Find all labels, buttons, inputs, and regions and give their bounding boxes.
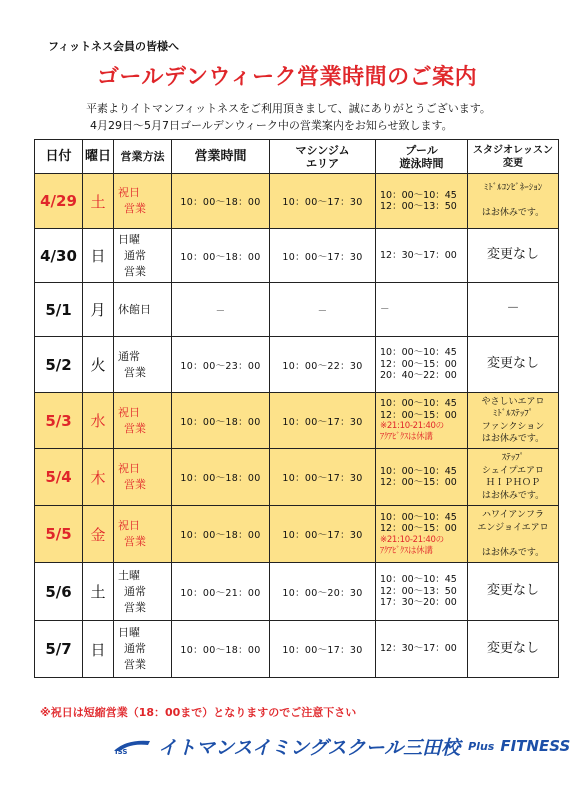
dow-cell: 火 — [83, 337, 114, 393]
studio-cell: 変更なし — [468, 563, 559, 621]
hours-cell: 10：00～18：00 — [172, 174, 270, 229]
date-cell: 5/6 — [35, 563, 83, 621]
logo-fitness-text: FITNESS — [500, 737, 571, 755]
dow-cell: 日 — [83, 621, 114, 678]
date-cell: 5/5 — [35, 506, 83, 563]
pool-cell: － — [376, 283, 468, 337]
date-cell: 4/30 — [35, 229, 83, 283]
date-cell: 5/4 — [35, 449, 83, 506]
hours-cell: 10：00～23：00 — [172, 337, 270, 393]
dow-cell: 月 — [83, 283, 114, 337]
type-cell: 祝日 営業 — [114, 449, 172, 506]
machine-cell: 10：00～17：30 — [270, 229, 376, 283]
pool-cell: 12：30～17：00 — [376, 621, 468, 678]
machine-cell: 10：00～17：30 — [270, 506, 376, 563]
studio-cell: ハワイアンフラ エンジョイエアロ はお休みです。 — [468, 506, 559, 563]
hours-cell: 10：00～18：00 — [172, 506, 270, 563]
dow-cell: 日 — [83, 229, 114, 283]
machine-cell: 10：00～17：30 — [270, 449, 376, 506]
schedule-row — [35, 393, 559, 449]
svg-text:ISS: ISS — [115, 748, 128, 755]
header-dow: 曜日 — [83, 140, 114, 174]
date-cell: 5/1 — [35, 283, 83, 337]
hours-cell: 10：00～21：00 — [172, 563, 270, 621]
dow-cell: 金 — [83, 506, 114, 563]
header-type: 営業方法 — [114, 140, 172, 174]
machine-cell: 10：00～17：30 — [270, 621, 376, 678]
pool-cell: 12：30～17：00 — [376, 229, 468, 283]
schedule-table — [34, 139, 559, 678]
pool-cell: 10：00～10：45 12：00～13：50 17：30～20：00 — [376, 563, 468, 621]
iss-logo-icon — [112, 737, 152, 755]
page-title: ゴールデンウィーク営業時間のご案内 — [96, 65, 478, 90]
header-machine: マシンジム エリア — [270, 140, 376, 174]
pool-cell: 10：00～10：45 12：00～15：00 — [376, 449, 468, 506]
schedule-row — [35, 174, 559, 229]
intro-line: 平素よりイトマンフィットネスをご利用頂きまして、誠にありがとうございます。 — [86, 102, 491, 115]
hours-cell: 10：00～18：00 — [172, 621, 270, 678]
schedule-row — [35, 449, 559, 506]
studio-cell: 変更なし — [468, 337, 559, 393]
intro-line: 4月29日～5月7日ゴールデンウィーク中の営業案内をお知らせ致します。 — [90, 119, 453, 132]
school-logo — [112, 734, 570, 758]
pool-cell: 10：00～10：45 12：00～15：00 ※21:10-21:40の ｱｸｱﾋﾞｸｽは休講 — [376, 506, 468, 563]
footnote: ※祝日は短縮営業（18：00まで）となりますのでご注意下さい — [40, 706, 357, 719]
type-cell: 土曜 通常 営業 — [114, 563, 172, 621]
type-cell: 休館日 — [114, 283, 172, 337]
schedule-row — [35, 283, 559, 337]
dow-cell: 土 — [83, 563, 114, 621]
machine-cell: 10：00～17：30 — [270, 174, 376, 229]
type-cell: 日曜 通常 営業 — [114, 621, 172, 678]
date-cell: 4/29 — [35, 174, 83, 229]
type-cell: 日曜 通常 営業 — [114, 229, 172, 283]
pool-cell: 10：00～10：45 12：00～15：00 20：40～22：00 — [376, 337, 468, 393]
date-cell: 5/3 — [35, 393, 83, 449]
machine-cell: 10：00～22：30 — [270, 337, 376, 393]
studio-cell: 変更なし — [468, 621, 559, 678]
dow-cell: 木 — [83, 449, 114, 506]
schedule-row — [35, 621, 559, 678]
type-cell: 祝日 営業 — [114, 174, 172, 229]
pool-cell: 10：00～10：45 12：00～13：50 — [376, 174, 468, 229]
logo-plus-text: Plus — [468, 739, 495, 753]
machine-cell: － — [270, 283, 376, 337]
studio-cell: やさしいエアロ ﾐﾄﾞﾙｽﾃｯﾌﾟ ファンクション はお休みです。 — [468, 393, 559, 449]
studio-cell: － — [468, 283, 559, 337]
machine-cell: 10：00～20：30 — [270, 563, 376, 621]
header-date: 日付 — [35, 140, 83, 174]
date-cell: 5/7 — [35, 621, 83, 678]
hours-cell: 10：00～18：00 — [172, 229, 270, 283]
machine-cell: 10：00～17：30 — [270, 393, 376, 449]
dow-cell: 水 — [83, 393, 114, 449]
logo-brand-text: イトマンスイミングスクール三田校 — [158, 736, 461, 759]
type-cell: 通常 営業 — [114, 337, 172, 393]
date-cell: 5/2 — [35, 337, 83, 393]
studio-cell: 変更なし — [468, 229, 559, 283]
hours-cell: 10：00～18：00 — [172, 393, 270, 449]
type-cell: 祝日 営業 — [114, 393, 172, 449]
studio-cell: ﾐﾄﾞﾙｺﾝﾋﾞﾈｰｼｮﾝ はお休みです。 — [468, 174, 559, 229]
greeting: フィットネス会員の皆様へ — [48, 40, 180, 53]
schedule-row — [35, 337, 559, 393]
header-studio: スタジオレッスン 変更 — [468, 140, 559, 174]
hours-cell: － — [172, 283, 270, 337]
header-hours: 営業時間 — [172, 140, 270, 174]
dow-cell: 土 — [83, 174, 114, 229]
hours-cell: 10：00～18：00 — [172, 449, 270, 506]
header-pool: プール 遊泳時間 — [376, 140, 468, 174]
pool-cell: 10：00～10：45 12：00～15：00 ※21:10-21:40の ｱｸｱﾋﾞｸｽは休講 — [376, 393, 468, 449]
schedule-row — [35, 563, 559, 621]
schedule-row — [35, 229, 559, 283]
header-row — [35, 140, 559, 174]
intro-text — [86, 100, 491, 134]
schedule-row — [35, 506, 559, 563]
type-cell: 祝日 営業 — [114, 506, 172, 563]
studio-cell: ｽﾃｯﾌﾟ シェイプエアロ ＨＩＰＨＯＰ はお休みです。 — [468, 449, 559, 506]
